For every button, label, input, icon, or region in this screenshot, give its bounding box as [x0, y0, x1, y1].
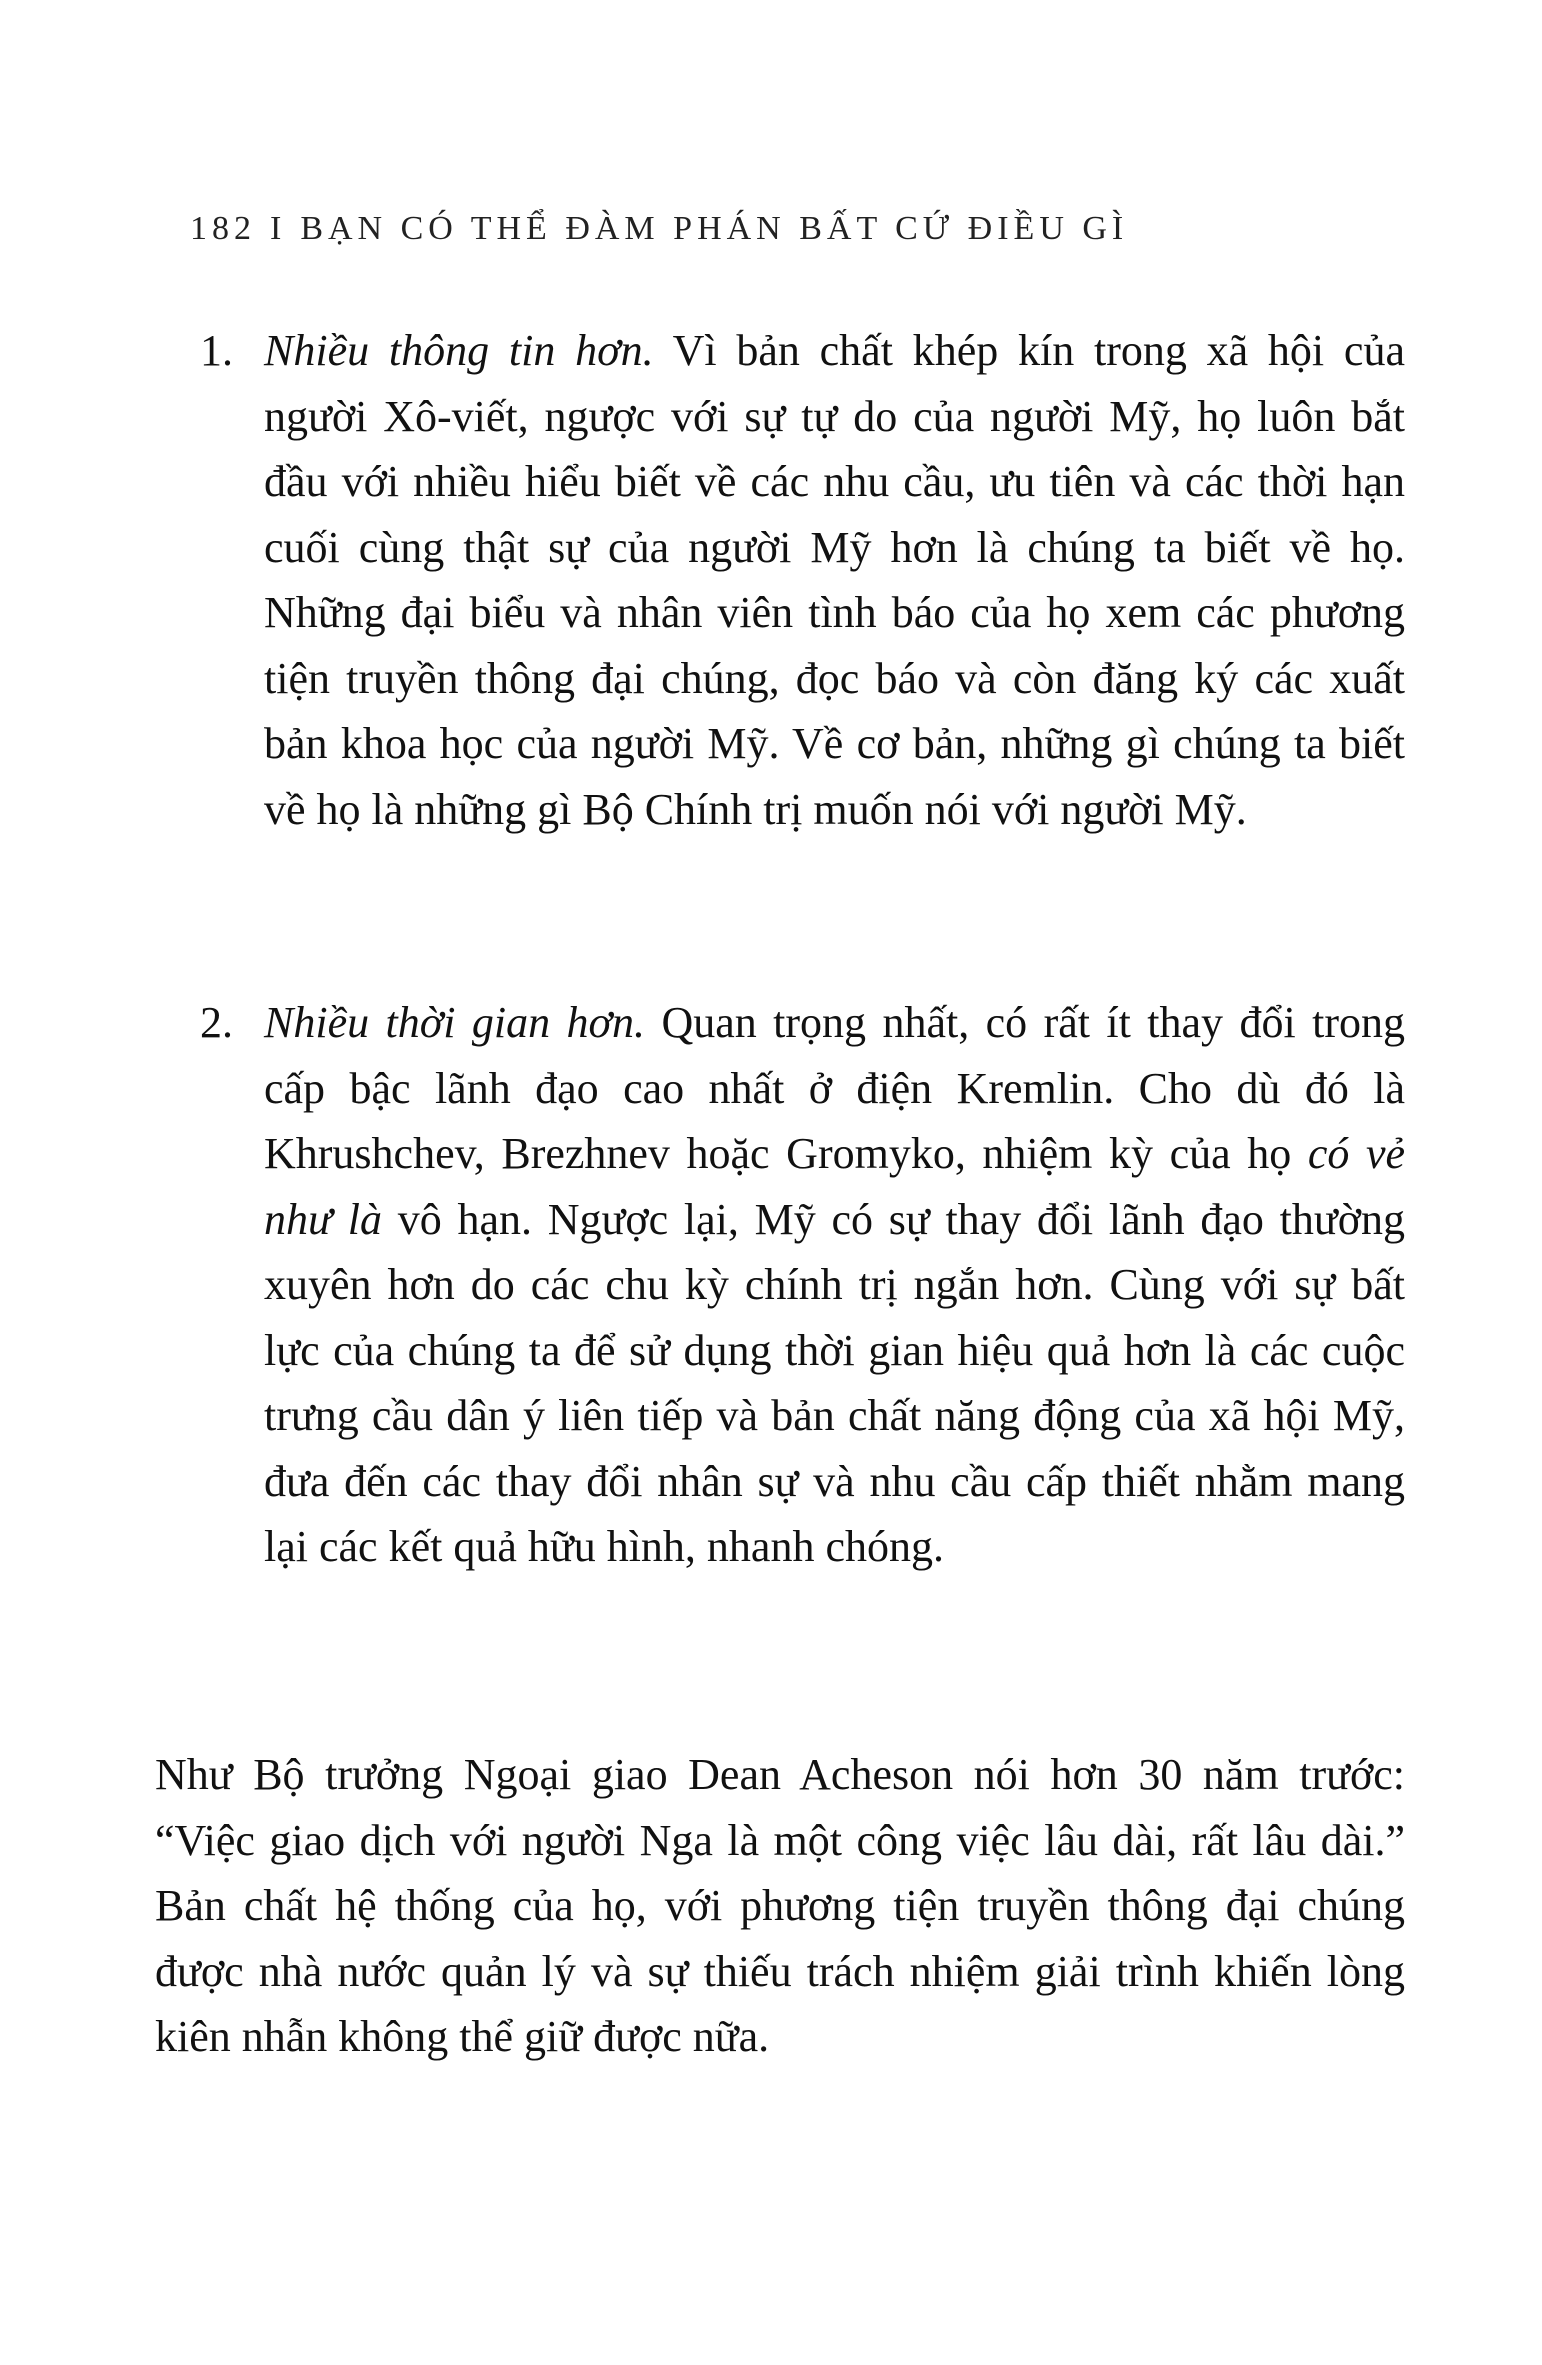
list-item [200, 990, 1405, 1580]
header-separator: I [270, 210, 287, 247]
list-item-text: Vì bản chất khép kín trong xã hội của người Xô-viết, ngược với sự tự do của người Mỹ, họ luôn bắt đầu với nhiều hiểu biết về các nhu cầu, ưu tiên và các thời hạn cuối cùng thật sự của người Mỹ hơn là chúng ta biết về họ. Những đại biểu và nhân viên tình báo của họ xem các phương tiện truyền thông đại chúng, đọc báo và còn đăng ký các xuất bản khoa học của người Mỹ. Về cơ bản, những gì chúng ta biết về họ là những gì Bộ Chính trị muốn nói với người Mỹ. [264, 326, 1405, 834]
list-item-text-continued: vô hạn. Ngược lại, Mỹ có sự thay đổi lãnh đạo thường xuyên hơn do các chu kỳ chính trị ngắn hơn. Cùng với sự bất lực của chúng ta để sử dụng thời gian hiệu quả hơn là các cuộc trưng cầu dân ý liên tiếp và bản chất năng động của xã hội Mỹ, đưa đến các thay đổi nhân sự và nhu cầu cấp thiết nhằm mang lại các kết quả hữu hình, nhanh chóng. [264, 1194, 1406, 1571]
body-paragraph: Như Bộ trưởng Ngoại giao Dean Acheson nói hơn 30 năm trước: “Việc giao dịch với người Nga là một công việc lâu dài, rất lâu dài.” Bản chất hệ thống của họ, với phương tiện truyền thông đại chúng được nhà nước quản lý và sự thiếu trách nhiệm giải trình khiến lòng kiên nhẫn không thể giữ được nữa. [155, 1750, 1405, 2061]
list-item-title: Nhiều thời gian hơn. [264, 998, 646, 1047]
list-item [200, 318, 1405, 842]
list-item-body [264, 318, 1405, 842]
list-item-title: Nhiều thông tin hơn. [264, 326, 654, 375]
list-item-number: 1. [200, 326, 233, 375]
running-header [190, 210, 1128, 248]
list-item-number: 2. [200, 998, 233, 1047]
page-number: 182 [190, 210, 256, 247]
book-title: BẠN CÓ THỂ ĐÀM PHÁN BẤT CỨ ĐIỀU GÌ [300, 210, 1129, 247]
list-item-text: Quan trọng nhất, có rất ít thay đổi trong cấp bậc lãnh đạo cao nhất ở điện Kremlin. Cho dù đó là Khrushchev, Brezhnev hoặc Gromyko, nhiệm kỳ của họ [264, 998, 1405, 1178]
emphasis-text: có vẻ như là [264, 1129, 1406, 1244]
list-item-body [264, 990, 1405, 1580]
